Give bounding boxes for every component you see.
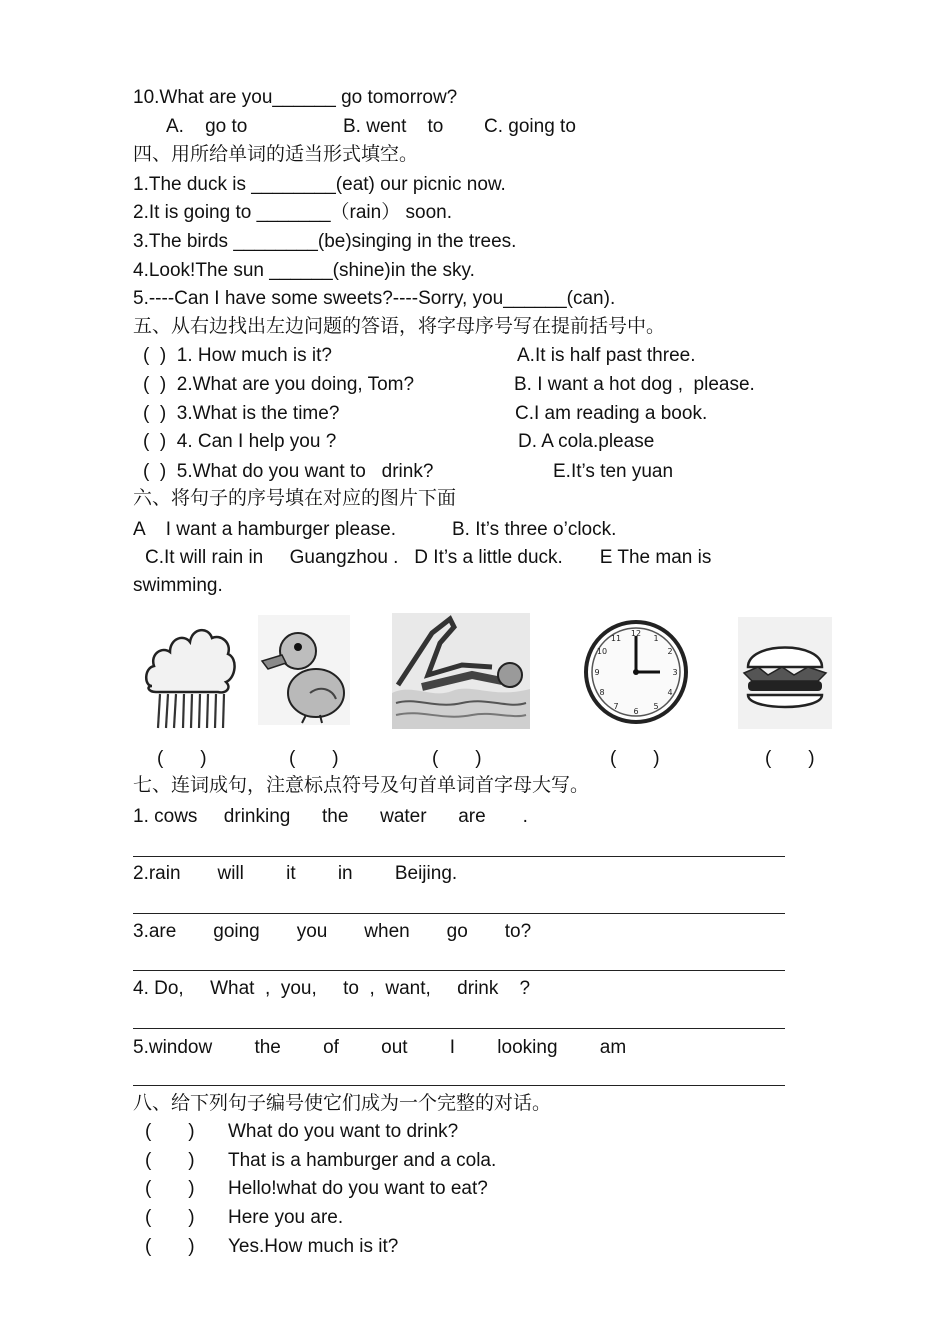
dialogue-line: Here you are.: [228, 1207, 344, 1228]
section-5-question: ( ) 4. Can I help you ?: [143, 431, 337, 452]
picture-answer-blank[interactable]: ( ): [765, 748, 815, 769]
section-4-item: 2.It is going to _______（rain） soon.: [133, 202, 452, 223]
dialogue-line: That is a hamburger and a cola.: [228, 1150, 497, 1171]
option-a: A. go to: [166, 116, 248, 137]
section-6-sentence-e-cont: swimming.: [133, 575, 223, 596]
section-5-heading: 五、从右边找出左边问题的答语，将字母序号写在提前括号中。: [133, 316, 666, 337]
section-6-sentence-b: B. It’s three o’clock.: [452, 519, 617, 540]
clock-icon: [584, 614, 688, 730]
svg-text:10: 10: [596, 647, 608, 656]
section-7-item: 4. Do, What , you, to , want, drink ?: [133, 978, 531, 999]
section-6-sentence-a: A I want a hamburger please.: [133, 519, 396, 540]
picture-answer-blank[interactable]: ( ): [289, 748, 339, 769]
svg-text:8: 8: [599, 688, 605, 697]
section-5-question: ( ) 5.What do you want to drink?: [143, 461, 434, 482]
dialogue-line: Hello!what do you want to eat?: [228, 1178, 488, 1199]
svg-text:11: 11: [610, 634, 622, 643]
svg-text:6: 6: [633, 707, 639, 716]
dialogue-order-blank[interactable]: ( ): [145, 1178, 195, 1199]
answer-line[interactable]: [133, 970, 785, 971]
dialogue-order-blank[interactable]: ( ): [145, 1121, 195, 1142]
section-5-answer: D. A cola.please: [518, 431, 655, 452]
answer-line[interactable]: [133, 856, 785, 857]
duck-icon: [258, 615, 350, 725]
section-5-answer: C.I am reading a book.: [515, 403, 708, 424]
section-7-item: 2.rain will it in Beijing.: [133, 863, 458, 884]
section-8-heading: 八、给下列句子编号使它们成为一个完整的对话。: [133, 1093, 552, 1114]
question-10: 10.What are you______ go tomorrow?: [133, 87, 458, 108]
section-4-item: 1.The duck is ________(eat) our picnic now.: [133, 174, 506, 195]
svg-text:12: 12: [630, 629, 642, 638]
svg-text:7: 7: [613, 702, 619, 711]
svg-text:9: 9: [594, 668, 600, 677]
section-5-question: ( ) 2.What are you doing, Tom?: [143, 374, 415, 395]
dialogue-order-blank[interactable]: ( ): [145, 1150, 195, 1171]
answer-line[interactable]: [133, 1028, 785, 1029]
section-7-item: 1. cows drinking the water are .: [133, 806, 528, 827]
section-6-sentences-cde: C.It will rain in Guangzhou . D It’s a little duck. E The man is: [145, 547, 712, 568]
section-5-answer: B. I want a hot dog , please.: [514, 374, 755, 395]
hamburger-icon: [738, 617, 832, 729]
section-5-answer: A.It is half past three.: [517, 345, 696, 366]
answer-line[interactable]: [133, 1085, 785, 1086]
swimmer-icon: [392, 613, 530, 729]
svg-text:5: 5: [653, 702, 659, 711]
dialogue-line: What do you want to drink?: [228, 1121, 459, 1142]
picture-answer-blank[interactable]: ( ): [157, 748, 207, 769]
section-5-answer: E.It’s ten yuan: [553, 461, 674, 482]
section-4-item: 4.Look!The sun ______(shine)in the sky.: [133, 260, 475, 281]
svg-text:3: 3: [672, 668, 678, 677]
dialogue-order-blank[interactable]: ( ): [145, 1207, 195, 1228]
dialogue-order-blank[interactable]: ( ): [145, 1236, 195, 1257]
section-7-heading: 七、连词成句，注意标点符号及句首单词首字母大写。: [133, 775, 590, 796]
svg-text:4: 4: [667, 688, 673, 697]
section-6-heading: 六、将句子的序号填在对应的图片下面: [133, 488, 457, 509]
section-4-item: 5.----Can I have some sweets?----Sorry, you______(can).: [133, 288, 616, 309]
svg-text:1: 1: [653, 634, 659, 643]
section-7-item: 5.window the of out I looking am: [133, 1037, 627, 1058]
picture-answer-blank[interactable]: ( ): [432, 748, 482, 769]
answer-line[interactable]: [133, 913, 785, 914]
picture-answer-blank[interactable]: ( ): [610, 748, 660, 769]
section-4-heading: 四、用所给单词的适当形式填空。: [133, 144, 419, 165]
section-5-question: ( ) 1. How much is it?: [143, 345, 332, 366]
section-5-question: ( ) 3.What is the time?: [143, 403, 340, 424]
dialogue-line: Yes.How much is it?: [228, 1236, 399, 1257]
option-b: B. went to: [343, 116, 444, 137]
rain-cloud-icon: [142, 608, 238, 730]
section-7-item: 3.are going you when go to?: [133, 921, 532, 942]
section-4-item: 3.The birds ________(be)singing in the trees.: [133, 231, 517, 252]
option-c: C. going to: [484, 116, 576, 137]
svg-text:2: 2: [667, 647, 673, 656]
